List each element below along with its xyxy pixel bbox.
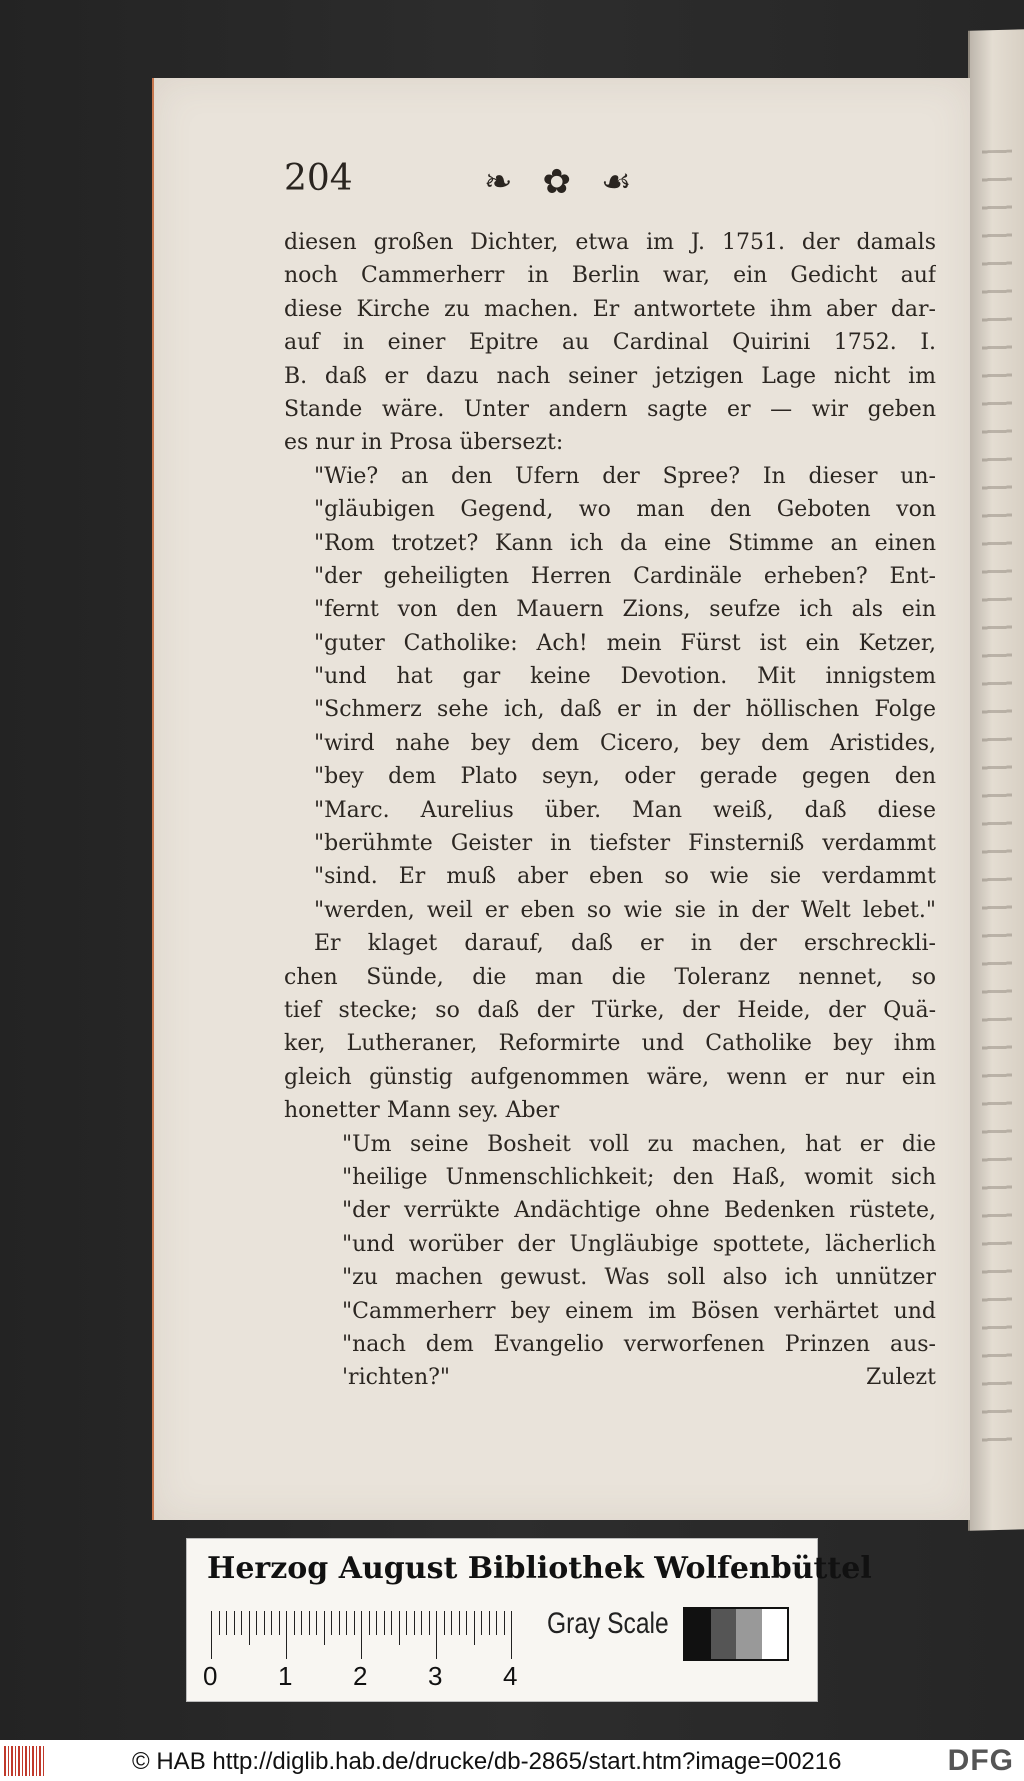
text-line: "Rom trotzet? Kann ich da eine Stimme an einen bbox=[314, 530, 936, 556]
ruler-tick bbox=[444, 1611, 445, 1635]
ruler-tick bbox=[219, 1611, 220, 1635]
text-line-final bbox=[284, 1361, 936, 1394]
ruler-tick bbox=[241, 1611, 242, 1635]
ruler-labels bbox=[203, 1661, 523, 1691]
text-line: Er klaget darauf, daß er in der erschreckli- bbox=[314, 931, 936, 957]
footer-bar bbox=[0, 1740, 1024, 1781]
text-line: "sind. Er muß aber eben so wie sie verdammt bbox=[314, 864, 936, 890]
body-text bbox=[284, 226, 936, 1395]
text-line: "Marc. Aurelius über. Man weiß, daß diese bbox=[314, 797, 936, 823]
ruler-tick bbox=[474, 1611, 475, 1645]
ruler-tick bbox=[466, 1611, 467, 1635]
gray-scale-label: Gray Scale bbox=[547, 1607, 669, 1640]
ruler-tick bbox=[481, 1611, 482, 1635]
ruler-tick bbox=[376, 1611, 377, 1635]
ruler-tick bbox=[451, 1611, 452, 1635]
ruler-tick bbox=[234, 1611, 235, 1635]
text-line: "der geheiligten Herren Cardinäle erheben? Ent- bbox=[314, 563, 936, 589]
ruler-tick bbox=[406, 1611, 407, 1635]
text-line: "werden, weil er eben so wie sie in der Welt lebet." bbox=[314, 897, 936, 923]
gray-swatch bbox=[736, 1609, 762, 1659]
text-line-end: 'richten?" bbox=[342, 1365, 451, 1391]
ruler-tick bbox=[294, 1611, 295, 1635]
text-line: "der verrükte Andächtige ohne Bedenken rüstete, bbox=[342, 1198, 936, 1224]
ruler-tick bbox=[384, 1611, 385, 1635]
ruler-tick bbox=[324, 1611, 325, 1645]
text-line: "und worüber der Ungläubige spottete, lächerlich bbox=[342, 1231, 936, 1257]
ruler-tick bbox=[459, 1611, 460, 1635]
page-header bbox=[284, 158, 944, 208]
ruler-tick bbox=[429, 1611, 430, 1635]
text-line: noch Cammerherr in Berlin war, ein Gedicht auf bbox=[284, 263, 936, 289]
ruler-tick bbox=[504, 1611, 505, 1635]
ruler-number: 4 bbox=[503, 1661, 518, 1691]
ruler-tick bbox=[489, 1611, 490, 1635]
header-ornaments bbox=[484, 162, 631, 202]
ruler-tick bbox=[309, 1611, 310, 1635]
ruler-tick bbox=[286, 1611, 287, 1659]
gray-swatch bbox=[685, 1609, 711, 1659]
ruler-tick bbox=[264, 1611, 265, 1635]
gray-scale-swatches bbox=[683, 1607, 789, 1661]
text-line: es nur in Prosa übersezt: bbox=[284, 430, 564, 456]
ruler-tick bbox=[369, 1611, 370, 1635]
ruler-tick bbox=[436, 1611, 437, 1659]
copyright-url[interactable]: © HAB http://diglib.hab.de/drucke/db-2865/start.htm?image=00216 bbox=[132, 1748, 842, 1775]
gray-swatch bbox=[762, 1609, 788, 1659]
text-line: ker, Lutheraner, Reformirte und Catholike bey ihm bbox=[284, 1031, 936, 1057]
text-line: "gläubigen Gegend, wo man den Geboten von bbox=[314, 497, 936, 523]
ornament-left-icon: ❧ bbox=[484, 162, 513, 202]
ruler-tick bbox=[391, 1611, 392, 1635]
ruler-tick bbox=[414, 1611, 415, 1635]
ruler-tick bbox=[339, 1611, 340, 1635]
ruler-number: 0 bbox=[203, 1661, 218, 1691]
ruler-number: 2 bbox=[353, 1661, 368, 1691]
text-line: tief stecke; so daß der Türke, der Heide, der Quä- bbox=[284, 997, 936, 1023]
page-number: 204 bbox=[284, 158, 353, 199]
catchword: Zulezt bbox=[866, 1365, 936, 1391]
text-line: "Um seine Bosheit voll zu machen, hat er die bbox=[342, 1131, 936, 1157]
text-line: diese Kirche zu machen. Er antwortete ihm aber dar- bbox=[284, 296, 936, 322]
ruler-tick bbox=[496, 1611, 497, 1635]
dfg-logo: DFG bbox=[947, 1744, 1014, 1777]
text-line: diesen großen Dichter, etwa im J. 1751. der damals bbox=[284, 230, 936, 255]
ruler-tick bbox=[279, 1611, 280, 1635]
ruler-tick bbox=[511, 1611, 512, 1659]
text-line: "fernt von den Mauern Zions, seufze ich als ein bbox=[314, 597, 936, 623]
ruler-tick bbox=[256, 1611, 257, 1635]
text-line: "Cammerherr bey einem im Bösen verhärtet und bbox=[342, 1298, 936, 1324]
color-scale-card bbox=[186, 1538, 872, 1702]
gray-swatch bbox=[711, 1609, 737, 1659]
text-line: "wird nahe bey dem Cicero, bey dem Aristides, bbox=[314, 730, 936, 756]
text-line: "nach dem Evangelio verworfenen Prinzen aus- bbox=[342, 1331, 936, 1357]
ruler-tick bbox=[346, 1611, 347, 1635]
ruler-tick bbox=[361, 1611, 362, 1659]
text-line: "und hat gar keine Devotion. Mit innigstem bbox=[314, 664, 936, 690]
ruler-tick bbox=[301, 1611, 302, 1635]
text-line: chen Sünde, die man die Toleranz nennet, so bbox=[284, 964, 936, 990]
ruler-tick bbox=[271, 1611, 272, 1635]
ornament-center-icon: ✿ bbox=[542, 162, 571, 202]
text-line: B. daß er dazu nach seiner jetzigen Lage nicht im bbox=[284, 363, 936, 389]
ornament-right-icon: ☙ bbox=[601, 162, 632, 202]
text-line: "berühmte Geister in tiefster Finsterniß verdammt bbox=[314, 831, 936, 857]
text-line: "zu machen gewust. Was soll also ich unnützer bbox=[342, 1265, 936, 1291]
text-line: "heilige Unmenschlichkeit; den Haß, womit sich bbox=[342, 1164, 936, 1190]
ruler-tick bbox=[316, 1611, 317, 1635]
ruler-tick bbox=[399, 1611, 400, 1645]
ruler-tick bbox=[249, 1611, 250, 1645]
ruler-number: 1 bbox=[278, 1661, 293, 1691]
text-line: auf in einer Epitre au Cardinal Quirini 1752. I. bbox=[284, 330, 936, 356]
hab-barcode-icon bbox=[4, 1746, 44, 1776]
text-line: "Schmerz sehe ich, daß er in der höllischen Folge bbox=[314, 697, 936, 723]
text-line: "guter Catholike: Ach! mein Fürst ist ein Ketzer, bbox=[314, 630, 936, 656]
ruler bbox=[211, 1611, 511, 1661]
text-line: "bey dem Plato seyn, oder gerade gegen den bbox=[314, 764, 936, 790]
text-line: "Wie? an den Ufern der Spree? In dieser un- bbox=[314, 463, 936, 489]
book-page bbox=[152, 78, 970, 1520]
facing-page-edge bbox=[968, 29, 1024, 1531]
text-line: gleich günstig aufgenommen wäre, wenn er nur ein bbox=[284, 1064, 936, 1090]
ruler-tick bbox=[226, 1611, 227, 1635]
library-name: Herzog August Bibliothek Wolfenbüttel bbox=[207, 1551, 872, 1586]
ruler-tick bbox=[331, 1611, 332, 1635]
ruler-tick bbox=[354, 1611, 355, 1635]
text-line: Stande wäre. Unter andern sagte er — wir geben bbox=[284, 396, 936, 422]
text-line: honetter Mann sey. Aber bbox=[284, 1098, 560, 1124]
ruler-tick bbox=[211, 1611, 212, 1659]
ruler-number: 3 bbox=[428, 1661, 443, 1691]
ruler-tick bbox=[421, 1611, 422, 1635]
